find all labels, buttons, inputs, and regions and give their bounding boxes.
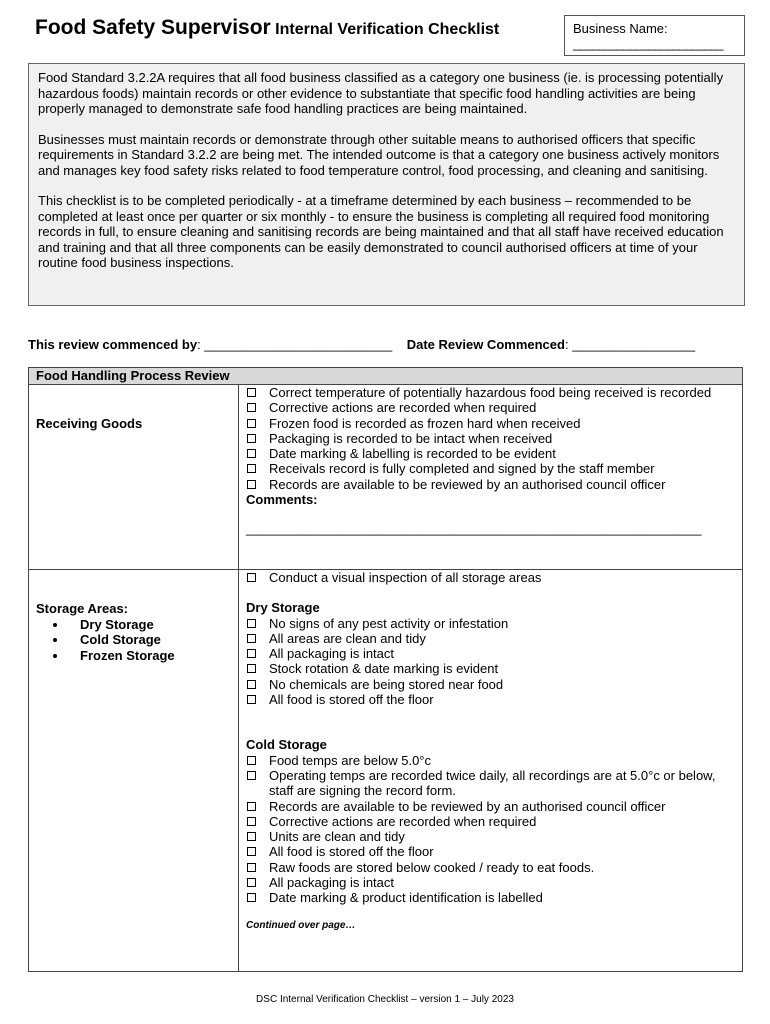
checkbox[interactable] — [247, 434, 256, 443]
storage-areas-title: Storage Areas: — [36, 601, 128, 616]
storage-intro-items — [246, 570, 742, 585]
storage-types-list — [36, 617, 175, 664]
checkbox[interactable] — [247, 817, 256, 826]
checklist-item[interactable] — [246, 400, 742, 415]
intro-paragraph-2: Businesses must maintain records or demonstrate through other suitable means to authorised officers that specific requirements in Standard 3.2.2 are being met. The intended outcome is that a category one business actively monitors and manages key food safety risks related to food temperature control, food processing, and cleaning and sanitising. — [38, 131, 720, 178]
checklist-item-text: Stock rotation & date marking is evident — [269, 661, 499, 677]
review-line — [28, 337, 695, 352]
checklist-item-text: Food temps are below 5.0°c — [269, 752, 432, 768]
checkbox[interactable] — [247, 756, 256, 765]
document-title — [35, 16, 499, 40]
storage-areas-label — [36, 601, 175, 663]
checklist-item-text: Operating temps are recorded twice daily, all recordings are at 5.0°c or below, staff are signing the record form. — [269, 767, 716, 799]
checklist-item[interactable] — [246, 631, 742, 646]
title-main: Food Safety Supervisor — [35, 16, 271, 39]
checklist-item-text: All packaging is intact — [269, 875, 395, 891]
table-header: Food Handling Process Review — [29, 368, 742, 385]
checklist-item-text: Correct temperature of potentially hazardous food being received is recorded — [269, 385, 712, 400]
dry-storage-heading: Dry Storage — [246, 600, 320, 616]
dry-storage-items — [246, 616, 742, 708]
receiving-goods-row — [29, 385, 742, 570]
continued-note: Continued over page… — [246, 919, 356, 931]
checklist-item-text: All food is stored off the floor — [269, 844, 434, 860]
checklist-item-text: All areas are clean and tidy — [269, 630, 426, 646]
commenced-by-label: This review commenced by — [28, 337, 198, 352]
checkbox[interactable] — [247, 634, 256, 643]
checkbox[interactable] — [247, 449, 256, 458]
checklist-item[interactable] — [246, 646, 742, 661]
intro-paragraph-1: Food Standard 3.2.2A requires that all food business classified as a category one business (ie. is processing potentially hazardous foods) maintain records or other evidence to substantiate that specific food handling activities are being properly managed to demonstrate safe food handling practices are being maintained. — [38, 70, 724, 116]
title-sub: Internal Verification Checklist — [275, 21, 500, 38]
checkbox[interactable] — [247, 480, 256, 489]
cold-storage-heading: Cold Storage — [246, 737, 327, 753]
checklist-item[interactable] — [246, 385, 742, 400]
date-commenced-label: Date Review Commenced — [406, 337, 565, 352]
checkbox[interactable] — [247, 403, 256, 412]
checkbox[interactable] — [247, 695, 256, 704]
checklist-item[interactable] — [246, 446, 742, 461]
storage-areas-row — [29, 570, 742, 972]
business-name-box[interactable] — [564, 15, 745, 56]
checklist-item-text: Date marking & labelling is recorded to be evident — [269, 446, 556, 462]
checklist-item[interactable] — [246, 661, 742, 676]
receiving-items — [246, 385, 742, 492]
checklist-item-text: Corrective actions are recorded when required — [269, 813, 537, 829]
checklist-item[interactable] — [246, 875, 742, 890]
page-footer: DSC Internal Verification Checklist – version 1 – July 2023 — [256, 994, 514, 1005]
list-item: • Dry Storage — [68, 617, 175, 633]
checklist-item-text: Corrective actions are recorded when required — [269, 400, 537, 416]
commenced-by-field[interactable]: : __________________________ — [197, 337, 393, 352]
cold-storage-items — [246, 753, 742, 906]
checkbox[interactable] — [247, 619, 256, 628]
checkbox[interactable] — [247, 878, 256, 887]
checklist-item[interactable] — [246, 860, 742, 875]
checkbox[interactable] — [247, 863, 256, 872]
storage-areas-cell — [29, 570, 239, 972]
comments-line[interactable]: _______________________________________________________________ — [246, 521, 702, 537]
checklist-item[interactable] — [246, 477, 742, 492]
receiving-goods-checklist — [239, 385, 742, 569]
checklist-item-text: Receivals record is fully completed and signed by the staff member — [269, 461, 655, 477]
checklist-item[interactable] — [246, 829, 742, 844]
checklist-item[interactable] — [246, 768, 742, 799]
intro-paragraph-3: This checklist is to be completed periodically - at a timeframe determined by each business – recommended to be completed at least once per quarter or six monthly - to ensure the business is completing all required food monitoring records in full, to ensure cleaning and sanitising records are being maintained and that all staff have received education and training and that all three components can be easily demonstrated to council authorised officers at time of your routine food business inspections. — [38, 193, 724, 270]
checklist-item[interactable] — [246, 692, 742, 707]
checklist-item-text: All food is stored off the floor — [269, 692, 434, 708]
checkbox[interactable] — [247, 419, 256, 428]
checklist-item-text: Raw foods are stored below cooked / ready to eat foods. — [269, 859, 595, 875]
checklist-item-text: No signs of any pest activity or infestation — [269, 615, 509, 631]
checklist-item-text: Records are available to be reviewed by an authorised council officer — [269, 476, 666, 492]
checklist-item[interactable] — [246, 844, 742, 859]
checklist-item[interactable] — [246, 570, 742, 585]
receiving-goods-label: Receiving Goods — [36, 416, 143, 431]
checkbox[interactable] — [247, 802, 256, 811]
list-item: • Cold Storage — [68, 632, 175, 648]
checklist-item[interactable] — [246, 416, 742, 431]
checklist-item[interactable] — [246, 461, 742, 476]
process-review-table — [28, 367, 743, 972]
checkbox[interactable] — [247, 847, 256, 856]
checkbox[interactable] — [247, 464, 256, 473]
date-commenced-field[interactable]: : _________________ — [564, 337, 696, 352]
checkbox[interactable] — [247, 893, 256, 902]
checkbox[interactable] — [247, 771, 256, 780]
checklist-item-text: Frozen food is recorded as frozen hard when received — [269, 415, 581, 431]
checklist-item-text: Conduct a visual inspection of all storage areas — [269, 570, 542, 585]
comments-label: Comments: — [246, 492, 318, 508]
checkbox[interactable] — [247, 832, 256, 841]
checkbox[interactable] — [247, 388, 256, 397]
checklist-item[interactable] — [246, 677, 742, 692]
checklist-item[interactable] — [246, 890, 742, 905]
storage-areas-checklist — [239, 570, 742, 972]
checklist-item-text: Units are clean and tidy — [269, 829, 405, 845]
intro-box — [28, 63, 745, 306]
checklist-item[interactable] — [246, 799, 742, 814]
checklist-item-text: No chemicals are being stored near food — [269, 676, 504, 692]
checklist-item-text: Date marking & product identification is labelled — [269, 890, 543, 906]
receiving-goods-cell — [29, 385, 239, 569]
business-name-label: Business Name: — [573, 21, 668, 36]
checkbox[interactable] — [247, 573, 256, 582]
checklist-item[interactable] — [246, 753, 742, 768]
list-item: • Frozen Storage — [68, 648, 175, 664]
checklist-item-text: All packaging is intact — [269, 646, 395, 662]
checklist-item-text: Packaging is recorded to be intact when received — [269, 430, 553, 446]
checkbox[interactable] — [247, 664, 256, 673]
business-name-line: ________________________ — [573, 36, 723, 51]
checklist-item[interactable] — [246, 431, 742, 446]
checklist-item-text: Records are available to be reviewed by an authorised council officer — [269, 798, 666, 814]
checklist-item[interactable] — [246, 814, 742, 829]
checkbox[interactable] — [247, 649, 256, 658]
checklist-item[interactable] — [246, 616, 742, 631]
checkbox[interactable] — [247, 680, 256, 689]
